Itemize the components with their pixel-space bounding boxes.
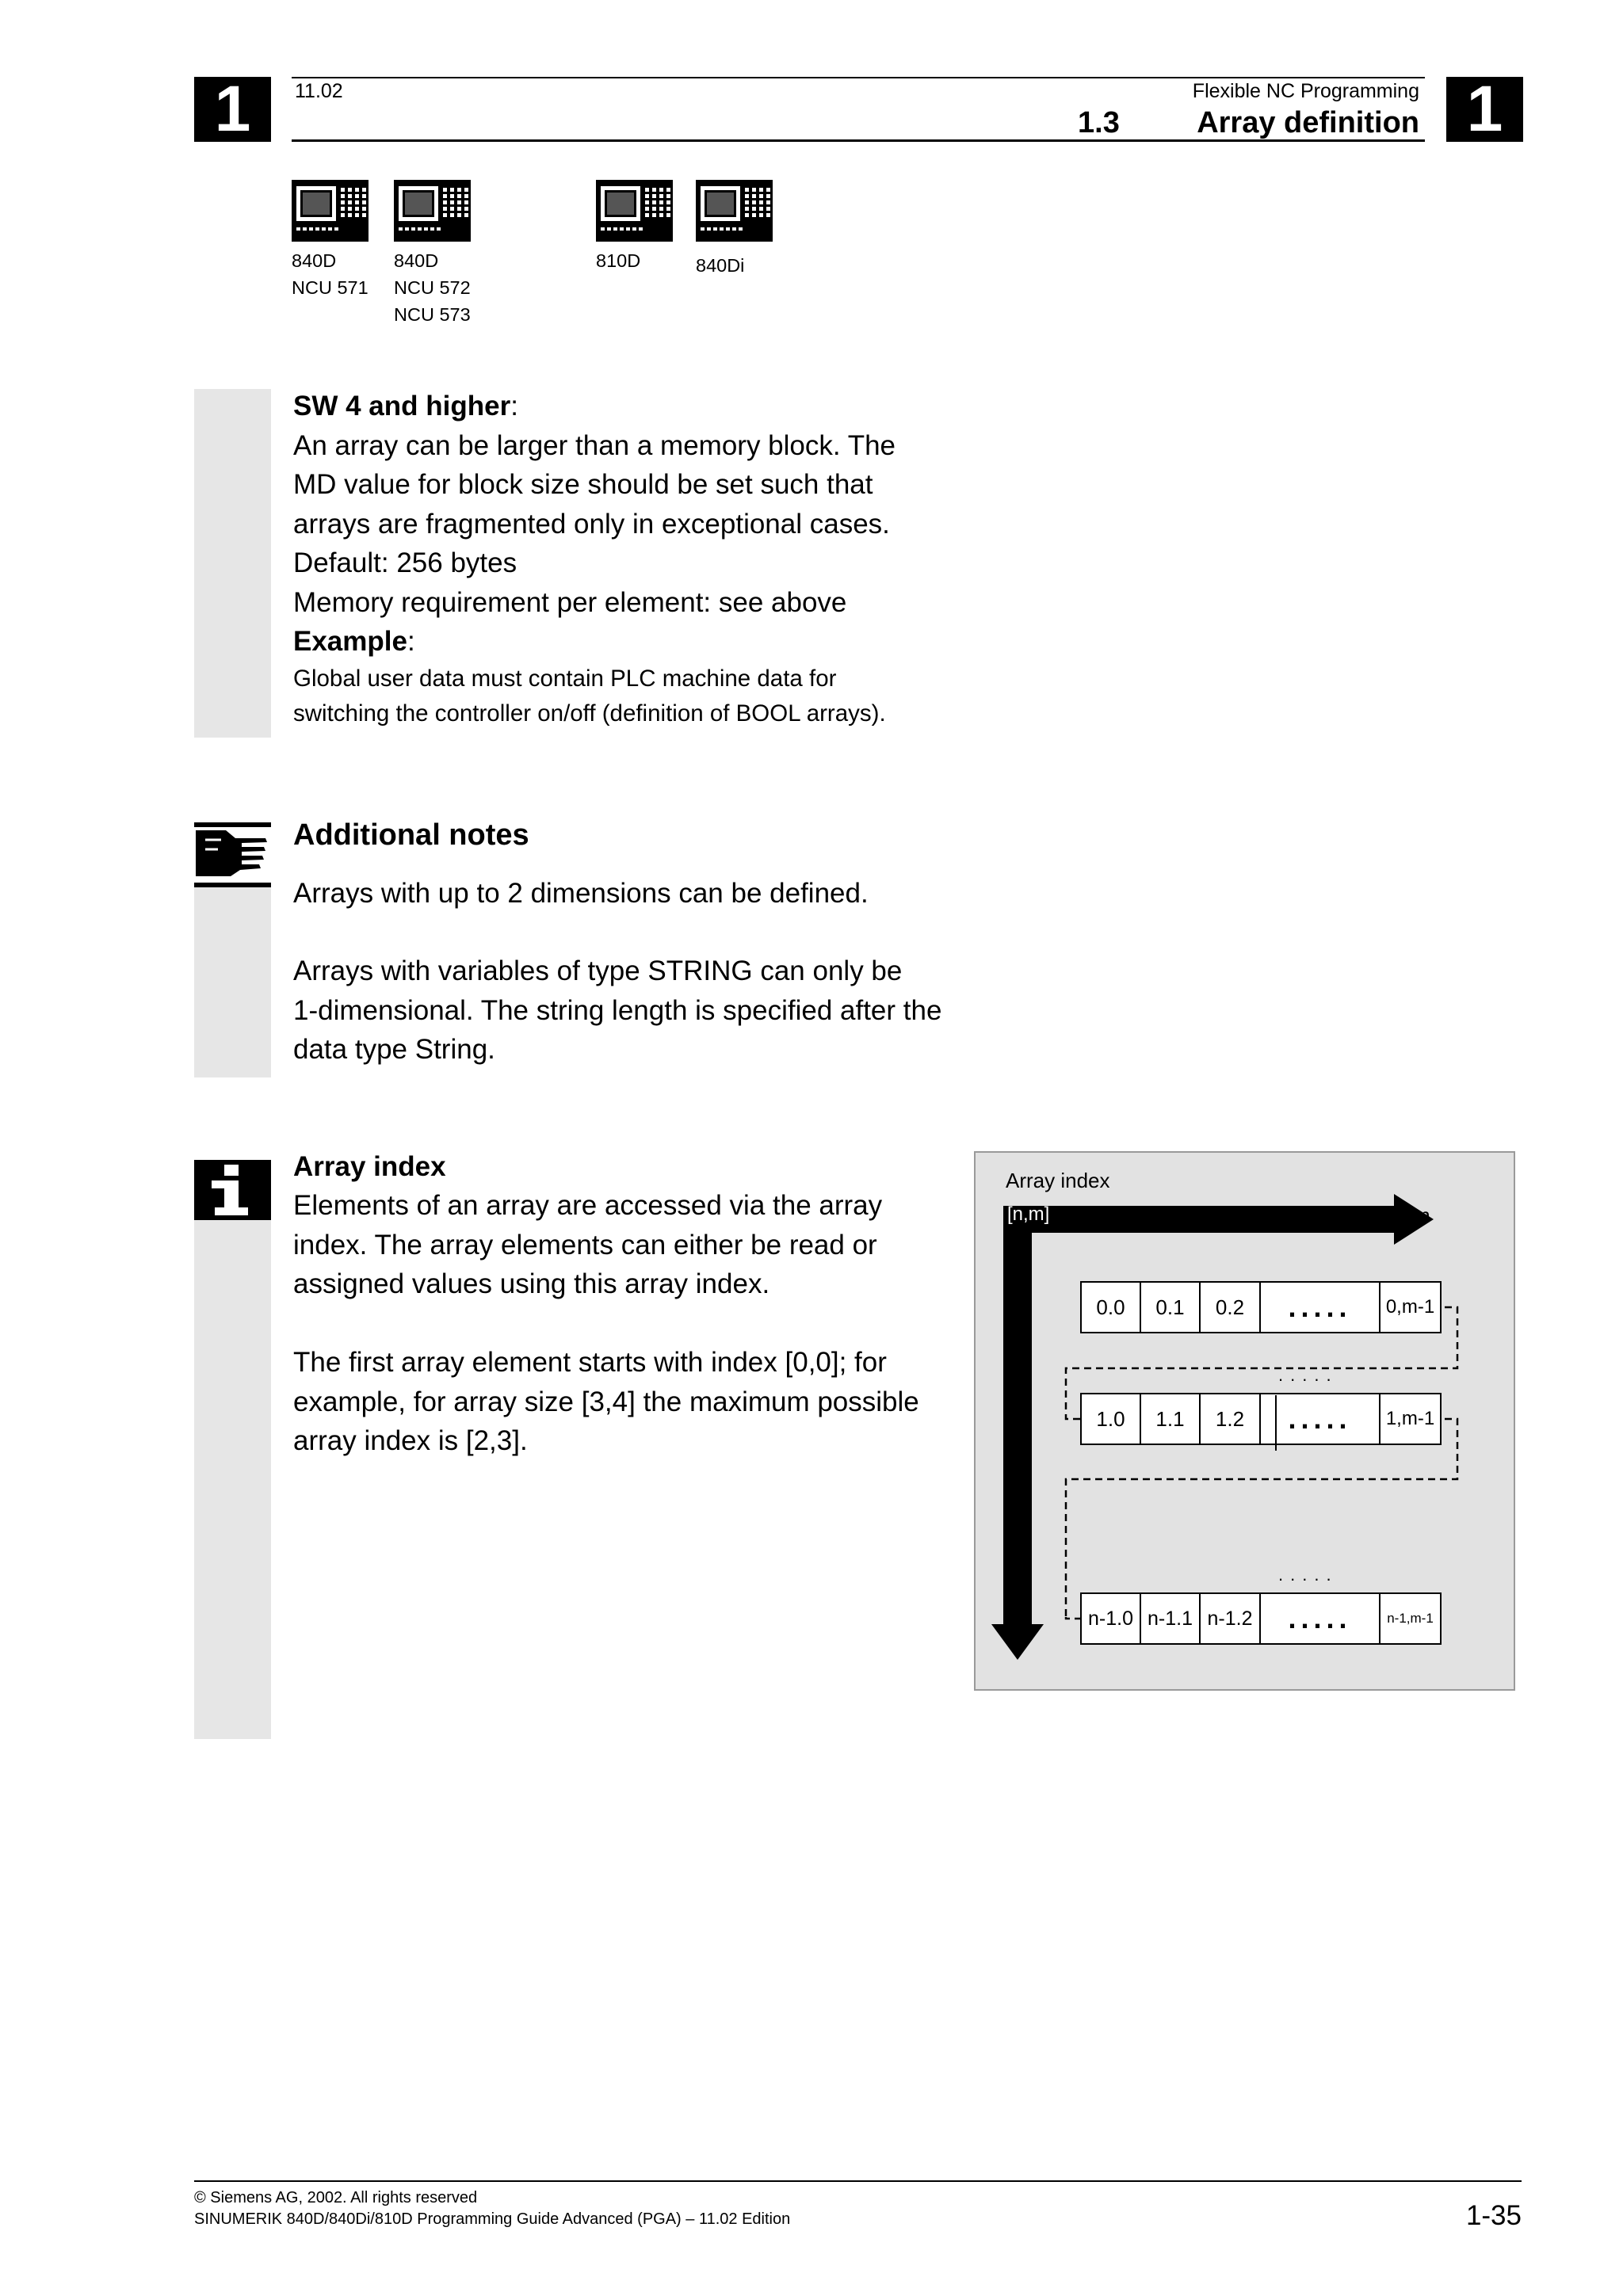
array-cell: n-1.2 [1199, 1592, 1261, 1645]
array-cell: 0.1 [1140, 1281, 1201, 1333]
array-cell-ellipsis [1259, 1592, 1381, 1645]
index-line: assigned values using this array index. [293, 1268, 770, 1299]
header-date: 11.02 [295, 80, 343, 102]
sw4-line: arrays are fragmented only in exceptional cases. [293, 508, 890, 540]
sw4-line: Memory requirement per element: see above [293, 586, 847, 618]
footer-publication: SINUMERIK 840D/840Di/810D Programming Guide Advanced (PGA) – 11.02 Edition [194, 2210, 791, 2228]
info-icon [194, 1155, 271, 1220]
footer-rule [194, 2180, 1522, 2182]
n-label: n [1011, 1598, 1023, 1622]
notes-line: 1-dimensional. The string length is specified after the [293, 994, 942, 1026]
index-line: Elements of an array are accessed via the array [293, 1190, 883, 1221]
sw4-line: MD value for block size should be set such that [293, 469, 873, 500]
array-cell: n-1,m-1 [1379, 1592, 1442, 1645]
sidebar-bar-sw4 [194, 389, 271, 738]
nc-control-panel-icon [596, 180, 673, 242]
sw4-line: An array can be larger than a memory block. The [293, 429, 896, 461]
array-cell: 0,m-1 [1379, 1281, 1442, 1333]
example-label: Example [293, 626, 407, 657]
example-suffix: : [407, 626, 415, 657]
nc-control-panel-icon [696, 180, 773, 242]
chapter-marker-right: 1 [1446, 77, 1523, 142]
row-gap-ellipsis: ..... [1278, 1565, 1338, 1585]
control-variant-line: NCU 573 [394, 304, 471, 325]
ellipsis: ..... [1288, 1402, 1352, 1435]
notes-line: data type String. [293, 1034, 495, 1065]
chapter-marker-left: 1 [194, 77, 271, 142]
array-cell-ellipsis [1259, 1393, 1381, 1445]
control-variant-line: 810D [596, 250, 641, 271]
array-cell: 0.0 [1080, 1281, 1141, 1333]
control-variant-line: 840D [292, 250, 337, 271]
control-variant-label [696, 252, 744, 279]
array-cell: 1,m-1 [1379, 1393, 1442, 1445]
array-cell: 0.2 [1199, 1281, 1261, 1333]
array-cell: 1.0 [1080, 1393, 1141, 1445]
row-gap-ellipsis: ..... [1278, 1365, 1338, 1385]
control-variant-label [394, 247, 471, 328]
arrow-label-nm: [n,m] [1007, 1203, 1050, 1225]
index-para1 [293, 1186, 943, 1304]
header-book-title: Flexible NC Programming [1192, 80, 1419, 102]
sw4-heading: SW 4 and higher [293, 391, 511, 421]
sidebar-bar-index [194, 1157, 271, 1739]
array-cell: n-1.1 [1140, 1592, 1201, 1645]
sw4-block [293, 387, 943, 731]
control-variant-label [596, 247, 640, 274]
pointing-hand-icon [194, 822, 271, 887]
array-cell: 1.2 [1199, 1393, 1261, 1445]
section-title: Array definition [1197, 106, 1419, 139]
footer-copyright: © Siemens AG, 2002. All rights reserved [194, 2189, 478, 2206]
array-index-diagram [974, 1151, 1515, 1691]
nc-control-panel-icon [394, 180, 471, 242]
control-variant-line: 840Di [696, 255, 745, 276]
control-variant-line: NCU 572 [394, 277, 471, 298]
index-line: index. The array elements can either be read or [293, 1229, 877, 1261]
index-line: array index is [2,3]. [293, 1425, 528, 1456]
m-label: m [1413, 1203, 1430, 1227]
example-line: Global user data must contain PLC machine data for [293, 665, 837, 692]
control-variant-line: 840D [394, 250, 439, 271]
ellipsis: ..... [1288, 1602, 1352, 1634]
sw4-line: Default: 256 bytes [293, 547, 517, 578]
array-cell: n-1.0 [1080, 1592, 1141, 1645]
array-cell-ellipsis [1259, 1281, 1381, 1333]
index-line: The first array element starts with index [0,0]; for [293, 1347, 887, 1378]
cell-divider [1275, 1395, 1277, 1451]
nc-control-panel-icon [292, 180, 369, 242]
notes-para1: Arrays with up to 2 dimensions can be defined. [293, 878, 869, 909]
example-line: switching the controller on/off (definition of BOOL arrays). [293, 700, 886, 727]
notes-line: Arrays with variables of type STRING can only be [293, 955, 903, 986]
array-cell: 1.1 [1140, 1393, 1201, 1445]
ellipsis: ..... [1288, 1291, 1352, 1323]
control-variant-line: NCU 571 [292, 277, 369, 298]
sw4-heading-suffix: : [510, 391, 518, 421]
diagram-title: Array index [1006, 1169, 1110, 1192]
index-para2 [293, 1343, 943, 1461]
index-line: example, for array size [3,4] the maximum possible [293, 1386, 919, 1417]
index-heading: Array index [293, 1151, 446, 1182]
page-number: 1-35 [1465, 2200, 1522, 2231]
section-number: 1.3 [1078, 106, 1120, 139]
notes-heading: Additional notes [293, 818, 529, 852]
notes-para2 [293, 952, 943, 1070]
control-variant-label [292, 247, 369, 301]
